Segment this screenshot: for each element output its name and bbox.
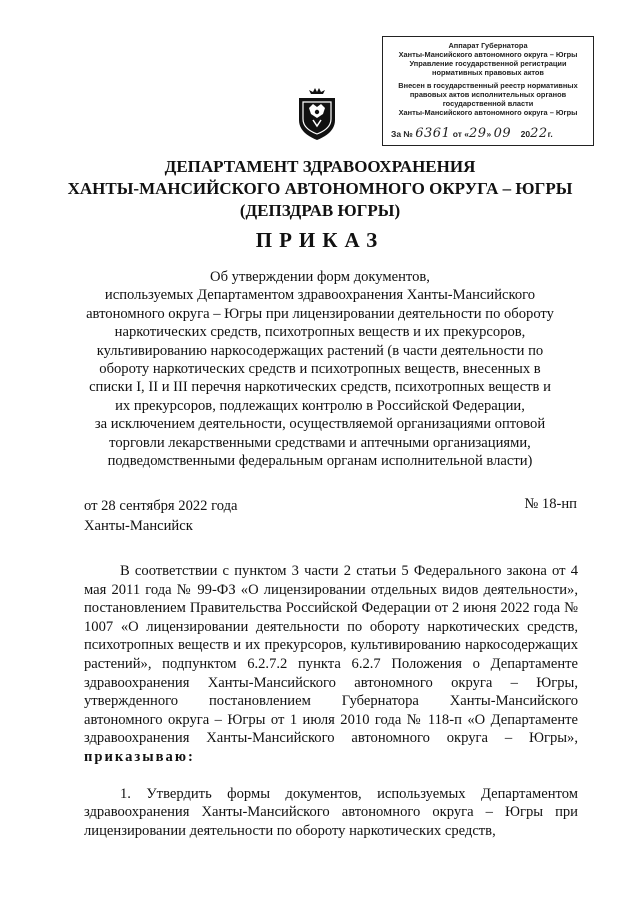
stamp-reg-number: 6361	[415, 126, 451, 141]
org-line: (ДЕПЗДРАВ ЮГРЫ)	[239, 201, 401, 220]
stamp-line: Аппарат Губернатора	[448, 41, 528, 50]
stamp-line: Ханты-Мансийского автономного округа – Югры	[398, 108, 578, 117]
document-subject: Об утверждении форм документов, используемых Департаментом здравоохранения Ханты-Мансийского автономного округа – Югры при лицензировании деятельности по обороту наркотических средств, психотропных веществ и их прекурсоров, культивированию наркосодержащих растений (в части деятельности по обороту наркотических средств и психотропных веществ, внесенных в списки I, II и III перечня наркотических средств, психотропных веществ и их прекурсоров, подлежащих контролю в Российской Федерации, за исключением деятельности, осуществляемой организациями оптовой торговли лекарственными средствами и аптечными организациями, подведомственными федеральным органам исполнительной власти)	[86, 269, 554, 470]
stamp-line: государственной власти	[442, 99, 534, 108]
document-date-place	[84, 496, 238, 536]
body-paragraph: 1. Утвердить формы документов, используемых Департаментом здравоохранения Ханты-Мансийского автономного округа – Югры при лицензировании деятельности по обороту наркотических средств,	[84, 785, 578, 839]
stamp-registration-line: За № 6361 от «29» 09 2022г.	[391, 126, 553, 141]
body-paragraph: В соответствии с пунктом 3 части 2 статьи 5 Федерального закона от 4 мая 2011 года № 99-ФЗ «О лицензировании отдельных видов деятельности», постановлением Правительства Российской Федерации от 2 июня 2022 года № 1007 «О лицензировании деятельности по обороту наркотических средств, психотропных веществ и их прекурсоров, культивированию наркосодержащих растений», подпунктом 6.2.7.2 пункта 6.2.7 Положения о Департаменте здравоохранения Ханты-Мансийского автономного округа – Югры, утвержденного постановлением Губернатора Ханты-Мансийского автономного округа – Югры от 1 июля 2010 года № 118-п «О Департаменте здравоохранения Ханты-Мансийского автономного округа – Югры», приказываю:	[84, 563, 578, 765]
command-word: приказываю:	[84, 748, 195, 765]
stamp-line: нормативных правовых актов	[432, 68, 544, 77]
stamp-reg-day: 29	[468, 126, 487, 141]
stamp-reg-year: 22	[530, 126, 548, 141]
document-body	[84, 562, 578, 858]
document-number: № 18-нп	[524, 496, 577, 512]
stamp-line: Ханты-Мансийского автономного округа – Югры	[398, 50, 578, 59]
document-date: от 28 сентября 2022 года	[84, 498, 238, 514]
registration-stamp	[382, 36, 594, 146]
stamp-line: Управление государственной регистрации	[409, 59, 567, 68]
org-line: ХАНТЫ-МАНСИЙСКОГО АВТОНОМНОГО ОКРУГА – ЮГРЫ	[67, 179, 573, 198]
stamp-reg-month: 09	[493, 126, 512, 141]
document-city: Ханты-Мансийск	[84, 518, 193, 534]
org-line: ДЕПАРТАМЕНТ ЗДРАВООХРАНЕНИЯ	[164, 157, 476, 176]
coat-of-arms-icon	[289, 86, 345, 142]
stamp-line: Внесен в государственный реестр нормативных	[398, 81, 578, 90]
organization-name	[0, 156, 640, 222]
stamp-line: правовых актов исполнительных органов	[409, 90, 567, 99]
document-type: ПРИКАЗ	[255, 228, 385, 252]
